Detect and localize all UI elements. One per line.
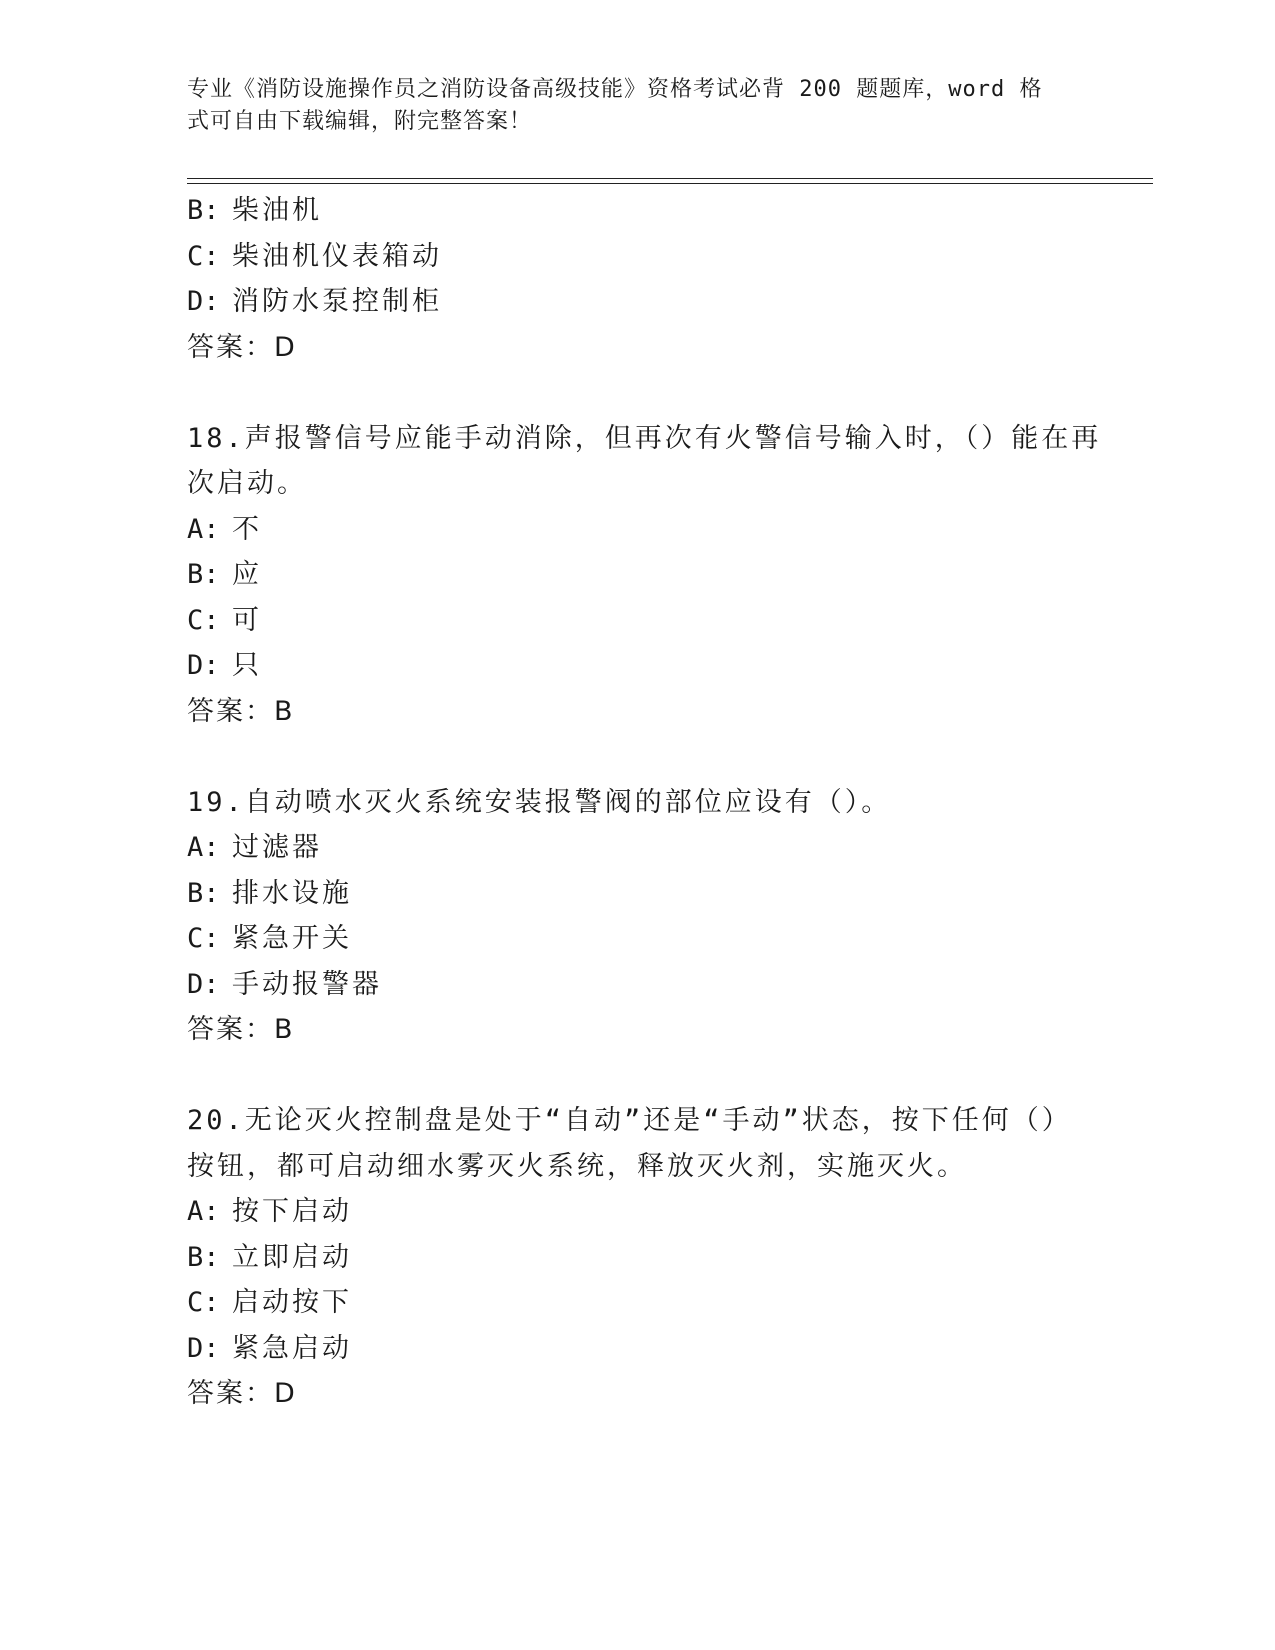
question-text-line-2: 次启动。 [187, 468, 307, 499]
option-c [187, 598, 1087, 644]
header-line-1: 专业《消防设施操作员之消防设备高级技能》资格考试必背 200 题题库，word 格 [187, 77, 1043, 102]
option-text: 紧急启动 [232, 1332, 352, 1364]
spacer [187, 370, 1087, 416]
option-letter: C: [187, 1287, 220, 1318]
option-a [187, 1189, 1087, 1235]
option-d [187, 643, 1087, 689]
option-letter: D: [187, 968, 220, 1000]
option-a [187, 507, 1087, 553]
option-text: 排水设施 [232, 877, 352, 909]
option-text: 可 [232, 604, 262, 636]
question-text-line-1: 18.声报警信号应能手动消除，但再次有火警信号输入时，（）能在再 [187, 422, 1102, 454]
option-text: 柴油机仪表箱动 [232, 240, 442, 272]
question-17-tail [187, 188, 1087, 370]
option-letter: B: [187, 877, 220, 909]
option-text: 启动按下 [232, 1287, 352, 1318]
question-text-line-1: 19.自动喷水灭火系统安装报警阀的部位应设有（）。 [187, 786, 892, 818]
option-letter: B: [187, 559, 220, 590]
option-d [187, 279, 1087, 325]
option-letter: C: [187, 240, 220, 272]
option-text: 应 [232, 559, 262, 590]
option-letter: D: [187, 286, 220, 317]
question-18 [187, 416, 1102, 735]
question-text-line-1: 20.无论灭火控制盘是处于“自动”还是“手动”状态，按下任何（） [187, 1105, 1072, 1136]
option-letter: A: [187, 513, 220, 545]
option-text: 柴油机 [232, 195, 322, 226]
option-a [187, 825, 1087, 871]
option-b [187, 552, 1087, 598]
option-text: 消防水泵控制柜 [232, 286, 442, 317]
document-header [187, 74, 1067, 138]
option-d [187, 962, 1087, 1008]
option-c [187, 916, 1087, 962]
option-b [187, 871, 1087, 917]
option-d [187, 1326, 1087, 1372]
option-text: 不 [232, 513, 262, 545]
option-text: 只 [232, 650, 262, 681]
question-text-line-2: 按钮，都可启动细水雾灭火系统，释放灭火剂，实施灭火。 [187, 1150, 967, 1182]
question-20 [187, 1098, 1087, 1417]
option-letter: A: [187, 1196, 220, 1227]
header-line-2: 式可自由下载编辑，附完整答案！ [187, 109, 533, 134]
option-letter: B: [187, 1241, 220, 1273]
option-c [187, 1280, 1087, 1326]
option-letter: A: [187, 832, 220, 863]
question-list [187, 188, 1102, 1417]
option-b [187, 188, 1087, 234]
question-19 [187, 780, 1087, 1053]
option-letter: C: [187, 923, 220, 954]
answer: 答案：D [187, 331, 297, 363]
answer: 答案：D [187, 1378, 297, 1409]
answer: 答案：B [187, 695, 295, 727]
spacer [187, 734, 1087, 780]
option-text: 紧急开关 [232, 923, 352, 954]
header-rule-bottom [187, 183, 1153, 184]
option-text: 过滤器 [232, 832, 322, 863]
option-letter: D: [187, 1332, 220, 1364]
option-letter: D: [187, 650, 220, 681]
option-letter: B: [187, 195, 220, 226]
spacer [187, 1053, 1087, 1099]
option-text: 立即启动 [232, 1241, 352, 1273]
option-text: 手动报警器 [232, 968, 382, 1000]
option-text: 按下启动 [232, 1196, 352, 1227]
option-letter: C: [187, 604, 220, 636]
option-c [187, 234, 1087, 280]
answer: 答案：B [187, 1014, 295, 1045]
option-b [187, 1235, 1087, 1281]
header-rule-top [187, 178, 1153, 179]
